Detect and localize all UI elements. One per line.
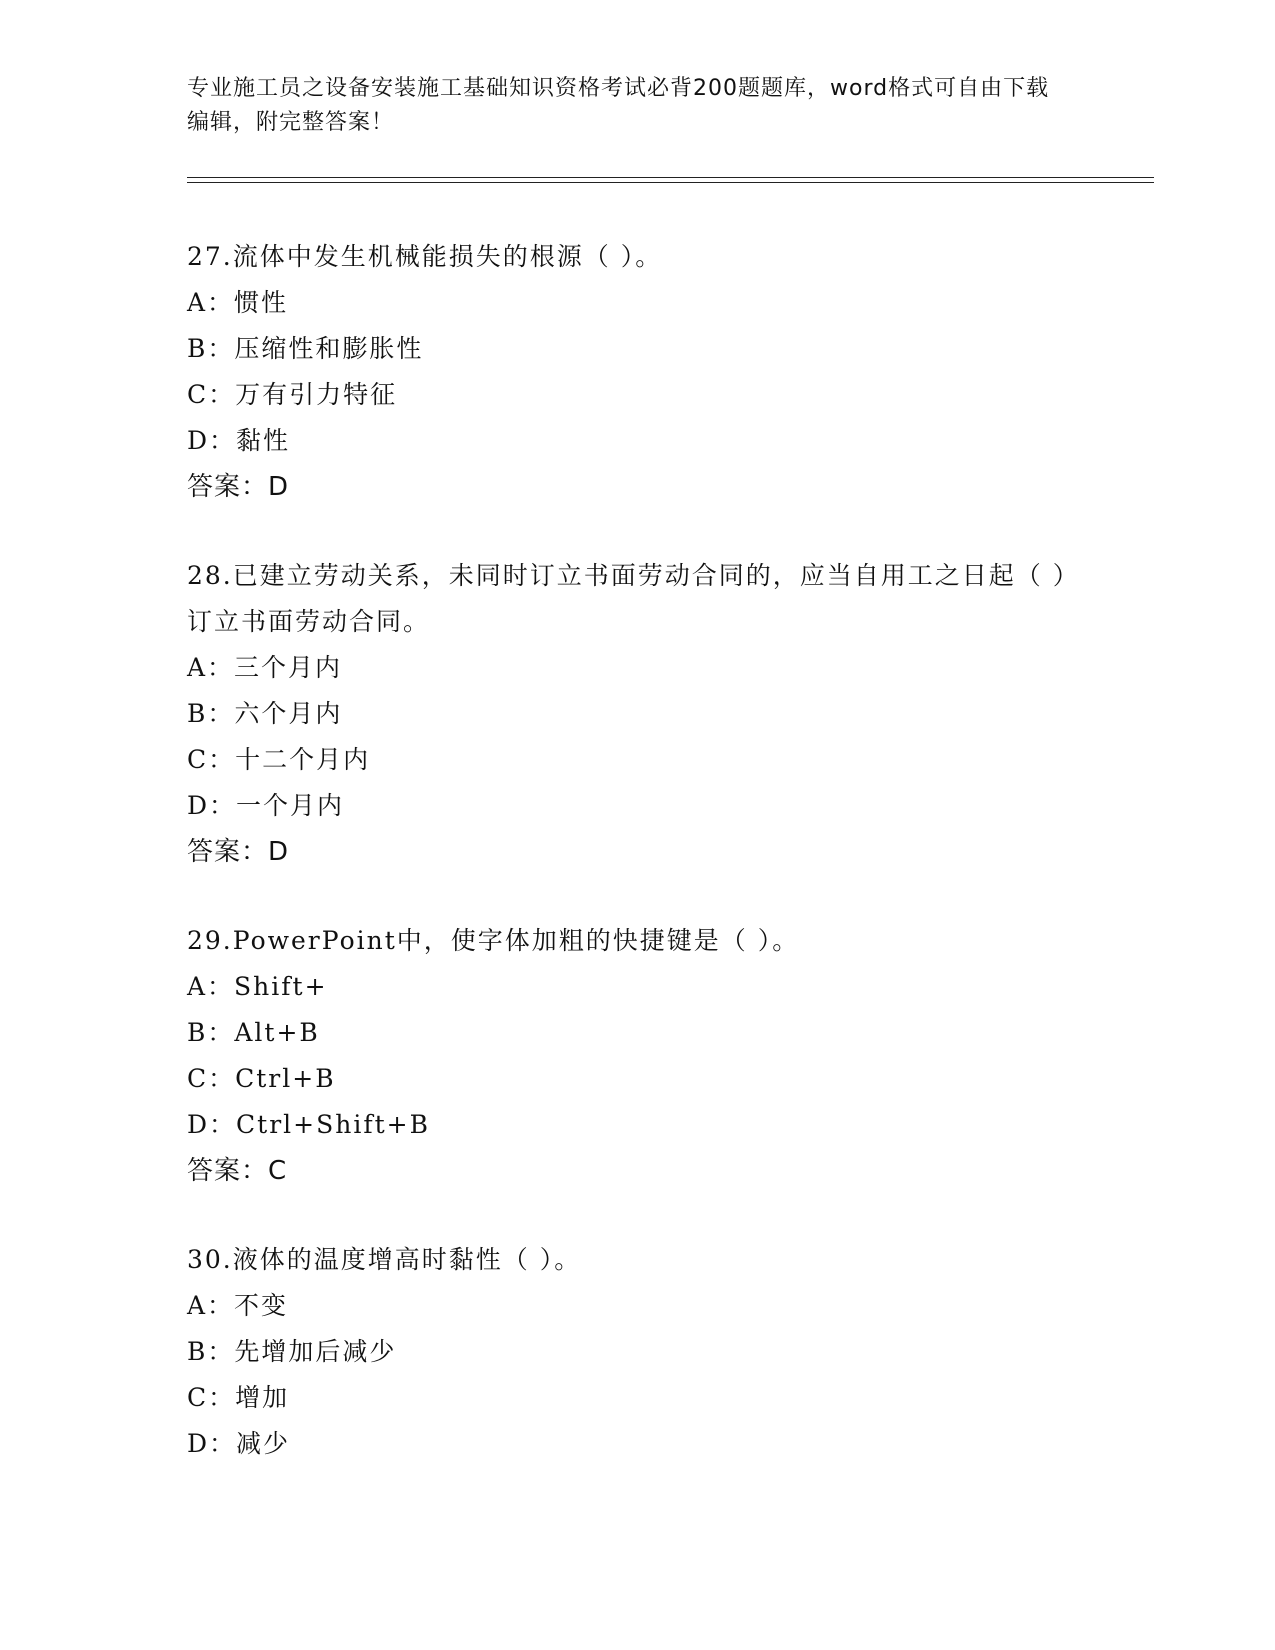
- option-d: D：减少: [187, 1429, 291, 1458]
- question-27: [187, 234, 1087, 510]
- option-c: C：十二个月内: [187, 745, 371, 774]
- option-a: A：三个月内: [187, 653, 343, 682]
- question-29: [187, 918, 1087, 1194]
- question-stem: 27.流体中发生机械能损失的根源（ ）。: [187, 242, 663, 271]
- question-stem: 28.已建立劳动关系，未同时订立书面劳动合同的，应当自用工之日起（ ）订立书面劳动合同。: [187, 561, 1080, 636]
- option-c: C：增加: [187, 1383, 290, 1412]
- option-c: C：Ctrl+B: [187, 1064, 336, 1093]
- answer-line: 答案：C: [187, 1156, 288, 1186]
- option-b: B：六个月内: [187, 699, 343, 728]
- question-stem: 30.液体的温度增高时黏性（ ）。: [187, 1245, 582, 1274]
- option-a: A：惯性: [187, 288, 289, 317]
- option-c: C：万有引力特征: [187, 380, 398, 409]
- header-divider-bottom: [187, 182, 1154, 183]
- answer-line: 答案：D: [187, 472, 290, 502]
- question-stem: 29.PowerPoint中，使字体加粗的快捷键是（ ）。: [187, 926, 800, 955]
- header-divider-top: [187, 177, 1154, 178]
- option-d: D：一个月内: [187, 791, 345, 820]
- option-d: D：Ctrl+Shift+B: [187, 1110, 430, 1139]
- question-30: [187, 1237, 1087, 1467]
- document-header: 专业施工员之设备安装施工基础知识资格考试必背200题题库，word格式可自由下载编辑，附完整答案！: [187, 76, 1050, 135]
- option-a: A：Shift+: [187, 972, 328, 1001]
- question-28: [187, 553, 1087, 875]
- option-b: B：压缩性和膨胀性: [187, 334, 424, 363]
- answer-line: 答案：D: [187, 837, 290, 867]
- option-b: B：先增加后减少: [187, 1337, 397, 1366]
- option-d: D：黏性: [187, 426, 291, 455]
- option-b: B：Alt+B: [187, 1018, 320, 1047]
- option-a: A：不变: [187, 1291, 289, 1320]
